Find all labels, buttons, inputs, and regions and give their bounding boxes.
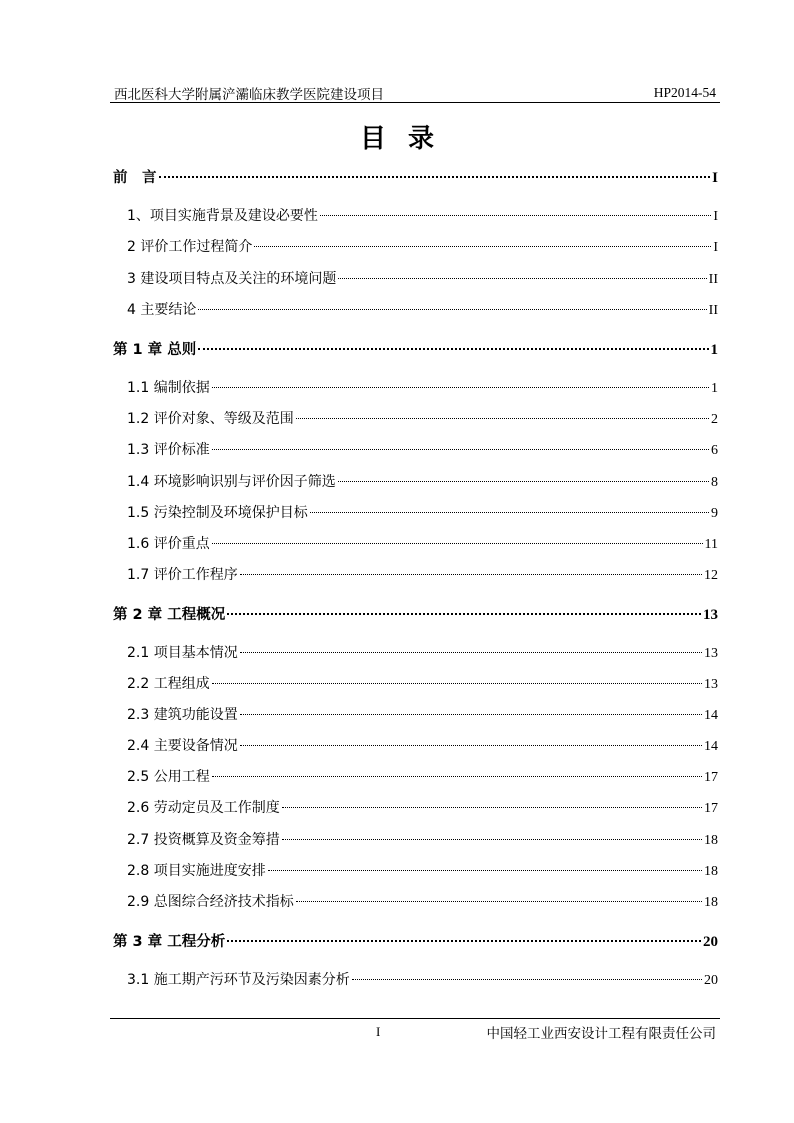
toc-entry-label: 1.7 评价工作程序	[127, 567, 238, 583]
toc-section-entry[interactable]	[127, 766, 718, 786]
toc-entry-page-number: 17	[704, 801, 718, 816]
toc-entry-label: 1.2 评价对象、等级及范围	[127, 411, 294, 427]
toc-chapter-entry[interactable]	[113, 603, 718, 624]
toc-entry-page-number: 18	[704, 895, 718, 910]
toc-entry-label: 3 建设项目特点及关注的环境问题	[127, 271, 337, 287]
toc-section-entry[interactable]	[127, 673, 718, 693]
toc-dot-leader	[240, 652, 702, 653]
toc-entry-page-number: 1	[711, 381, 718, 396]
toc-entry-label: 1.1 编制依据	[127, 380, 210, 396]
footer-page-number: I	[376, 1024, 381, 1039]
toc-dot-leader	[198, 348, 708, 350]
toc-section-entry[interactable]	[127, 408, 718, 428]
toc-entry-label: 2.3 建筑功能设置	[127, 707, 238, 723]
toc-dot-leader	[320, 215, 711, 216]
toc-section-entry[interactable]	[127, 268, 718, 288]
toc-entry-label: 2.2 工程组成	[127, 676, 210, 692]
toc-dot-leader	[212, 387, 709, 388]
toc-entry-label: 2.4 主要设备情况	[127, 738, 238, 754]
toc-entry-page-number: 2	[711, 412, 718, 427]
toc-entry-page-number: 20	[704, 973, 718, 988]
toc-entry-label: 2.1 项目基本情况	[127, 645, 238, 661]
toc-dot-leader	[240, 714, 702, 715]
toc-chapter-entry[interactable]	[113, 338, 718, 359]
toc-section-entry[interactable]	[127, 829, 718, 849]
toc-section-entry[interactable]	[127, 969, 718, 989]
toc-entry-label: 1.3 评价标准	[127, 442, 210, 458]
toc-entry-label: 1.6 评价重点	[127, 536, 210, 552]
toc-entry-label: 第 2 章 工程概况	[113, 607, 226, 623]
toc-entry-page-number: 9	[711, 506, 718, 521]
toc-entry-page-number: II	[708, 303, 718, 318]
toc-section-entry[interactable]	[127, 236, 718, 256]
toc-section-entry[interactable]	[127, 439, 718, 459]
toc-entry-label: 2 评价工作过程简介	[127, 239, 253, 255]
toc-dot-leader	[254, 246, 711, 247]
header-rule	[110, 102, 720, 103]
toc-entry-page-number: 8	[711, 475, 718, 490]
page-title: 目录	[359, 124, 456, 154]
toc-dot-leader	[268, 870, 702, 871]
toc-section-entry[interactable]	[127, 564, 718, 584]
toc-chapter-entry[interactable]	[113, 930, 718, 951]
toc-entry-label: 2.9 总图综合经济技术指标	[127, 894, 294, 910]
toc-section-entry[interactable]	[127, 377, 718, 397]
toc-entry-page-number: 1	[710, 342, 718, 358]
toc-section-entry[interactable]	[127, 471, 718, 491]
toc-dot-leader	[212, 449, 709, 450]
toc-entry-page-number: 14	[704, 708, 718, 723]
toc-dot-leader	[212, 776, 702, 777]
toc-entry-label: 1、项目实施背景及建设必要性	[127, 208, 318, 224]
toc-dot-leader	[296, 901, 702, 902]
toc-entry-page-number: 12	[704, 568, 718, 583]
toc-section-entry[interactable]	[127, 860, 718, 880]
toc-entry-page-number: 18	[704, 864, 718, 879]
toc-chapter-entry[interactable]	[113, 166, 718, 187]
toc-entry-page-number: 6	[711, 443, 718, 458]
toc-section-entry[interactable]	[127, 735, 718, 755]
toc-dot-leader	[282, 839, 702, 840]
toc-entry-label: 4 主要结论	[127, 302, 197, 318]
toc-entry-page-number: I	[713, 209, 718, 224]
toc-entry-label: 1.5 污染控制及环境保护目标	[127, 505, 308, 521]
toc-section-entry[interactable]	[127, 299, 718, 319]
toc-section-entry[interactable]	[127, 205, 718, 225]
toc-entry-label: 1.4 环境影响识别与评价因子筛选	[127, 474, 336, 490]
toc-section-entry[interactable]	[127, 533, 718, 553]
toc-dot-leader	[352, 979, 702, 980]
footer-company-name: 中国轻工业西安设计工程有限责任公司	[486, 1026, 716, 1042]
toc-section-entry[interactable]	[127, 642, 718, 662]
toc-section-entry[interactable]	[127, 891, 718, 911]
toc-dot-leader	[296, 418, 709, 419]
toc-section-entry[interactable]	[127, 502, 718, 522]
toc-entry-page-number: I	[713, 240, 718, 255]
toc-dot-leader	[212, 543, 703, 544]
toc-entry-page-number: I	[712, 170, 718, 186]
toc-entry-page-number: 17	[704, 770, 718, 785]
toc-dot-leader	[338, 481, 709, 482]
toc-entry-label: 2.6 劳动定员及工作制度	[127, 800, 280, 816]
toc-entry-page-number: 13	[704, 677, 718, 692]
toc-section-entry[interactable]	[127, 704, 718, 724]
toc-entry-page-number: 11	[704, 537, 718, 552]
toc-entry-page-number: 13	[703, 607, 718, 623]
toc-entry-label: 前 言	[113, 170, 157, 186]
toc-dot-leader	[240, 574, 702, 575]
toc-entry-label: 3.1 施工期产污环节及污染因素分析	[127, 972, 350, 988]
toc-dot-leader	[198, 309, 706, 310]
toc-dot-leader	[338, 278, 706, 279]
toc-dot-leader	[212, 683, 702, 684]
toc-entry-page-number: 18	[704, 833, 718, 848]
toc-dot-leader	[227, 940, 701, 942]
toc-entry-label: 第 3 章 工程分析	[113, 934, 226, 950]
toc-dot-leader	[159, 176, 711, 178]
toc-dot-leader	[227, 613, 701, 615]
toc-entry-page-number: 20	[703, 934, 718, 950]
toc-entry-label: 2.5 公用工程	[127, 769, 210, 785]
toc-dot-leader	[282, 807, 702, 808]
toc-entry-page-number: II	[708, 272, 718, 287]
header-project-name: 西北医科大学附属浐灞临床教学医院建设项目	[114, 87, 384, 103]
toc-entry-label: 2.8 项目实施进度安排	[127, 863, 266, 879]
toc-entry-label: 第 1 章 总则	[113, 342, 197, 358]
toc-section-entry[interactable]	[127, 797, 718, 817]
toc-entry-page-number: 13	[704, 646, 718, 661]
toc-entry-page-number: 14	[704, 739, 718, 754]
toc-entry-label: 2.7 投资概算及资金筹措	[127, 832, 280, 848]
toc-dot-leader	[240, 745, 702, 746]
footer-rule	[110, 1018, 720, 1019]
toc-dot-leader	[310, 512, 709, 513]
header-document-code: HP2014-54	[653, 85, 716, 100]
